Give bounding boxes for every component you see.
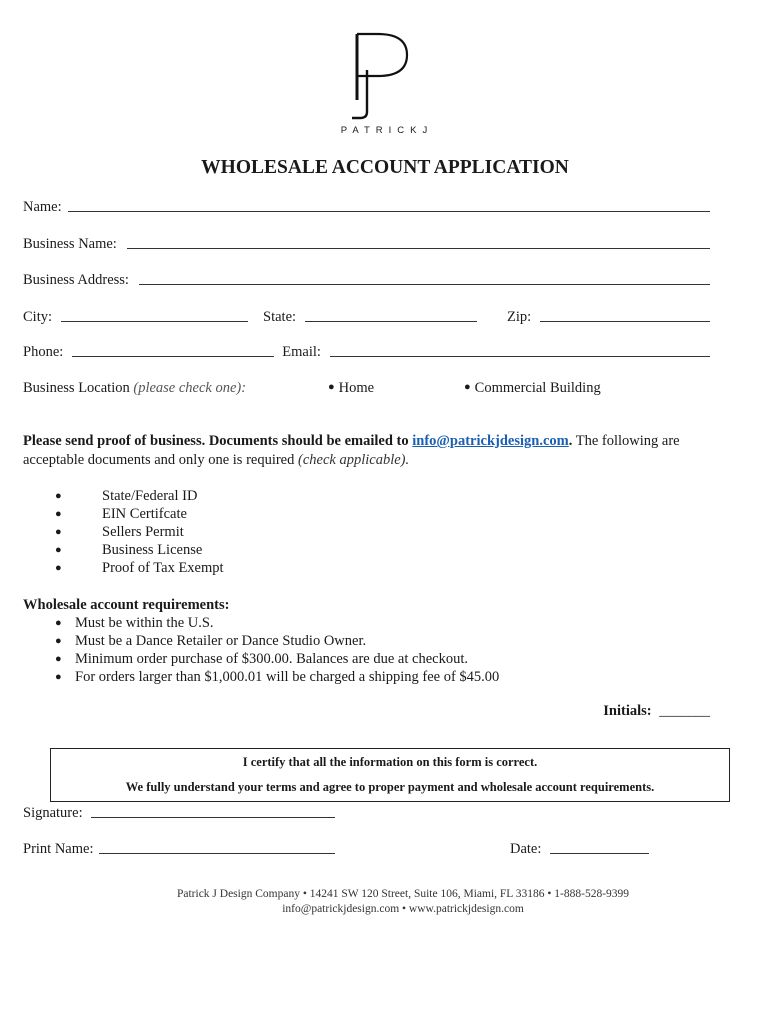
certification-line1: I certify that all the information on this form is correct.: [242, 755, 538, 769]
signature-label: Signature:: [23, 805, 83, 821]
zip-label: Zip:: [507, 309, 532, 325]
list-item[interactable]: [55, 541, 224, 559]
bullet-icon: ●: [55, 490, 62, 502]
document-label: State/Federal ID: [102, 487, 198, 504]
signature-field[interactable]: [91, 816, 335, 818]
date-row: [510, 841, 649, 858]
email-label: Email:: [282, 344, 321, 360]
location-option-label: Home: [338, 380, 375, 396]
phone-label: Phone:: [23, 344, 64, 360]
business-address-field[interactable]: [139, 283, 710, 285]
initials-row: [603, 703, 710, 720]
bullet-icon: ●: [55, 671, 62, 683]
proof-intro: Please send proof of business. Documents should be emailed to: [23, 433, 409, 449]
business-address-label: Business Address:: [23, 272, 129, 288]
location-option-commercial[interactable]: [464, 380, 601, 397]
initials-label: Initials:: [603, 703, 652, 719]
requirement-text: Minimum order purchase of $300.00. Balances are due at checkout.: [75, 650, 468, 667]
proof-period: .: [568, 433, 573, 449]
list-item: [55, 632, 499, 650]
initials-field[interactable]: _______: [659, 703, 710, 719]
signature-row: [23, 805, 335, 822]
proof-line2: acceptable documents and only one is required: [23, 452, 295, 468]
bullet-icon: ●: [328, 381, 335, 393]
city-state-zip-row: [23, 309, 710, 326]
requirements-heading: Wholesale account requirements:: [23, 597, 230, 613]
email-link[interactable]: info@patrickjdesign.com: [412, 433, 569, 449]
business-name-label: Business Name:: [23, 236, 117, 252]
bullet-icon: ●: [55, 617, 62, 629]
state-field[interactable]: [305, 320, 477, 322]
print-name-label: Print Name:: [23, 841, 94, 857]
list-item[interactable]: [55, 505, 224, 523]
list-item: [55, 650, 499, 668]
list-item[interactable]: [55, 487, 224, 505]
bullet-icon: ●: [55, 508, 62, 520]
phone-email-row: [23, 344, 710, 361]
proof-paragraph-line1: [23, 433, 680, 450]
list-item: [55, 668, 499, 686]
requirements-list: [55, 614, 499, 686]
list-item[interactable]: [55, 523, 224, 541]
location-option-home[interactable]: [328, 380, 374, 397]
business-address-row: [23, 272, 710, 289]
name-label: Name:: [23, 199, 62, 215]
bullet-icon: ●: [55, 562, 62, 574]
bullet-icon: ●: [55, 653, 62, 665]
date-label: Date:: [510, 841, 542, 857]
business-location-label: [23, 380, 246, 397]
document-label: EIN Certifcate: [102, 505, 187, 522]
email-field[interactable]: [330, 355, 710, 357]
footer-address: Patrick J Design Company • 14241 SW 120 Street, Suite 106, Miami, FL 33186 • 1-888-528-9399: [176, 888, 630, 900]
print-name-row: [23, 841, 335, 858]
business-location-text: Business Location: [23, 380, 130, 396]
business-name-field[interactable]: [127, 247, 710, 249]
requirement-text: For orders larger than $1,000.01 will be charged a shipping fee of $45.00: [75, 668, 500, 685]
certification-box: [50, 748, 730, 802]
phone-field[interactable]: [72, 355, 274, 357]
list-item[interactable]: [55, 559, 224, 577]
requirement-text: Must be a Dance Retailer or Dance Studio Owner.: [75, 632, 367, 649]
patrickj-logo: [340, 30, 430, 122]
proof-paragraph-line2: [23, 452, 409, 469]
bullet-icon: ●: [55, 635, 62, 647]
bullet-icon: ●: [464, 381, 471, 393]
proof-rest: The following are: [572, 433, 680, 449]
document-label: Business License: [102, 541, 203, 558]
footer-contact: info@patrickjdesign.com • www.patrickjdesign.com: [282, 903, 524, 915]
business-name-row: [23, 236, 710, 253]
document-label: Sellers Permit: [102, 523, 184, 540]
city-label: City:: [23, 309, 53, 325]
zip-field[interactable]: [540, 320, 710, 322]
name-field[interactable]: [68, 210, 710, 212]
business-location-hint: (please check one):: [133, 380, 247, 396]
location-option-label: Commercial Building: [474, 380, 601, 396]
requirement-text: Must be within the U.S.: [75, 614, 214, 631]
city-field[interactable]: [61, 320, 248, 322]
proof-line2-hint: (check applicable).: [298, 452, 410, 468]
certification-line2: We fully understand your terms and agree to proper payment and wholesale account requirements.: [125, 780, 655, 794]
state-label: State:: [263, 309, 297, 325]
page-title: WHOLESALE ACCOUNT APPLICATION: [201, 157, 569, 178]
document-list: [55, 487, 224, 577]
brand-name: PATRICKJ: [340, 125, 434, 136]
document-label: Proof of Tax Exempt: [102, 559, 224, 576]
name-row: [23, 199, 710, 216]
bullet-icon: ●: [55, 526, 62, 538]
print-name-field[interactable]: [99, 852, 335, 854]
bullet-icon: ●: [55, 544, 62, 556]
list-item: [55, 614, 499, 632]
date-field[interactable]: [550, 852, 649, 854]
